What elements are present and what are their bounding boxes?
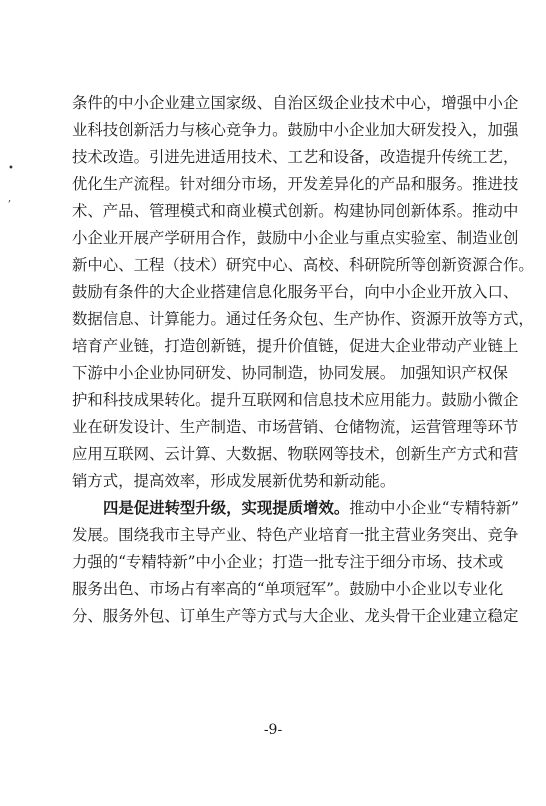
- margin-dot: ,: [8, 193, 12, 204]
- paragraph-2-first-line-text: 推动中小企业“专精特新”: [349, 499, 519, 517]
- text-line: 销方式，提高效率，形成发展新优势和新动能。: [72, 472, 396, 490]
- paragraph-2-first-line: [72, 495, 519, 522]
- text-line: 应用互联网、云计算、大数据、物联网等技术，创新生产方式和营: [72, 445, 519, 463]
- text-line: 小企业开展产学研用合作，鼓励中小企业与重点实验室、制造业创: [72, 229, 519, 247]
- text-line: 下游中小企业协同研发、协同制造，协同发展。 加强知识产权保: [72, 364, 508, 382]
- text-line: 培育产业链，打造创新链，提升价值链，促进大企业带动产业链上: [72, 337, 519, 355]
- text-line: 优化生产流程。针对细分市场，开发差异化的产品和服务。推进技: [72, 175, 519, 193]
- text-line: 服务出色、市场占有率高的“单项冠军”。鼓励中小企业以专业化: [72, 580, 504, 598]
- text-line: 业科技创新活力与核心竞争力。鼓励中小企业加大研发投入，加强: [72, 121, 519, 139]
- paragraph-2-heading: 四是促进转型升级，实现提质增效。: [103, 499, 350, 517]
- paragraph-1: [72, 90, 534, 495]
- text-line: 条件的中小企业建立国家级、自治区级企业技术中心，增强中小企: [72, 94, 519, 112]
- text-line: 发展。围绕我市主导产业、特色产业培育一批主营业务突出、竞争: [72, 526, 519, 544]
- text-line: 技术改造。引进先进适用技术、工艺和设备，改造提升传统工艺，: [72, 148, 519, 166]
- paragraph-2: [72, 522, 519, 630]
- page-number: -9-: [263, 722, 283, 738]
- text-line: 力强的“专精特新”中小企业；打造一批专注于细分市场、技术或: [72, 553, 504, 571]
- text-line: 数据信息、计算能力。通过任务众包、生产协作、资源开放等方式，: [72, 310, 534, 328]
- text-line: 分、服务外包、订单生产等方式与大企业、龙头骨干企业建立稳定: [72, 607, 519, 625]
- text-line: 新中心、工程（技术）研究中心、高校、科研院所等创新资源合作。: [72, 256, 534, 274]
- text-line: 术、产品、管理模式和商业模式创新。构建协同创新体系。推动中: [72, 202, 519, 220]
- document-body: [72, 90, 534, 630]
- margin-dot: •: [8, 163, 14, 174]
- text-line: 护和科技成果转化。提升互联网和信息技术应用能力。鼓励小微企: [72, 391, 519, 409]
- text-line: 鼓励有条件的大企业搭建信息化服务平台，向中小企业开放入口、: [72, 283, 519, 301]
- text-line: 业在研发设计、生产制造、市场营销、仓储物流，运营管理等环节: [72, 418, 519, 436]
